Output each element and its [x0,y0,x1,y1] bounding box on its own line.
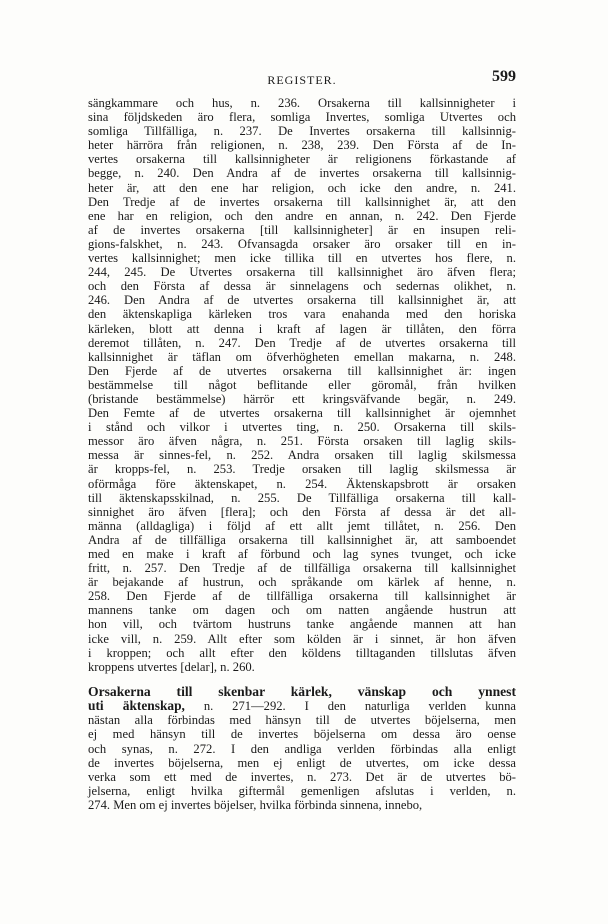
text-line: messor äro äfven några, n. 251. Första orsaken till laglig skils- [88,434,516,449]
text-line: 246. Den Andra af de utvertes orsakerna till kallsinnighet är, att [88,293,516,308]
text-line: ene har en religion, och den andre en annan, n. 242. Den Fjerde [88,208,516,223]
text-line: vertes orsakerna till kallsinnigheter är religionens förkastande af [88,152,516,167]
text-line: ej med hänsyn till de invertes böjelserna om dessa äro oense [88,727,516,742]
text-line: sina följdskeden äro flera, somliga Invertes, somliga Utvertes och [88,110,516,125]
text-line: och synas, n. 272. I den andliga verlden förbindas alla enligt [88,741,516,756]
text-line: med en make i kraft af förbund och lag synes tvunget, och icke [88,547,516,561]
text-line: bestämmelse till något beflitande eller göromål, från hvilken [88,377,516,392]
paragraph-lines [88,713,516,812]
text-line: 244, 245. De Utvertes orsakerna till kallsinnighet äro äfven flera; [88,265,516,280]
text-line: sängkammare och hus, n. 236. Orsakerna till kallsinnigheter i [88,96,516,110]
text-line: kallsinnighet är täflan om öfverhögheten emellan makarna, n. 248. [88,349,516,364]
paragraph-register-entry-coldness [88,96,516,674]
text-line: kroppens utvertes [delar], n. 260. [88,659,255,674]
text-line: af de invertes orsakerna [till kallsinnigheter] är en insupen reli- [88,222,516,237]
page-header [88,68,516,88]
text-line: är kropps-fel, n. 253. Tredje orsaken till laglig skilsmessa är [88,462,516,477]
text-line: i kroppen; och allt efter den köldens tilltaganden tillslutas äfven [88,645,516,660]
text-line: mannens tanke om dagen och om natten angående hustrun att [88,603,516,618]
text-line: den äktenskapliga kärleken tros vara enahanda med den horiska [88,307,516,322]
paragraph-register-entry-apparent-love [88,684,516,812]
text-line: 258. Den Fjerde af de tillfälliga orsakerna till kallsinnighet är [88,589,516,604]
text-line: vertes kallsinnighet; men icke tillika till en utvertes hos flere, n. [88,251,516,266]
text-line: kärleken, blott att denna i kraft af lagen är tillåten, den förra [88,321,516,336]
text-line: gions-falskhet, n. 243. Ofvansagda orsaker äro orsaker till en in- [88,236,516,251]
text-line: (bristande bestämmelse) härrör ett kringsväfvande begär, n. 249. [88,391,516,406]
text-line: 274. Men om ej invertes böjelser, hvilka förbinda sinnena, innebo, [88,797,423,812]
text-line: Den Tredje af de invertes orsakerna till kallsinnighet är, att den [88,194,516,209]
text-line: hon vill, och tvärtom hustruns tanke angående mannen att han [88,617,516,632]
page-number: 599 [492,68,516,85]
text-line: verka som ett med de invertes, n. 273. Det är de utvertes bö- [88,769,516,784]
text-line: Den Femte af de utvertes orsakerna till kallsinnighet är ojemnhet [88,406,516,421]
text-line: fritt, n. 257. Den Tredje af de tillfälliga orsakerna till kallsinnighet [88,561,516,576]
text-line: heter är, att den ene har religion, och icke den andre, n. 241. [88,180,516,195]
text-line: till äktenskapsskilnad, n. 255. De Tillfälliga orsakerna till kall- [88,490,516,505]
text-line: heter härröra från religionen, n. 238, 239. Den Första af de In- [88,138,516,153]
text-line: är bejakande af hustrun, och språkande om kärlek af henne, n. [88,575,516,590]
text-line: i stånd och vilkor i utvertes ting, n. 250. Orsakerna till skils- [88,420,516,435]
text-line: Andra af de tillfälliga orsakerna till kallsinnighet är, att samboendet [88,532,516,547]
text-line: männa (alldagliga) i följd af ett allt jemt tillåtet, n. 256. Den [88,518,516,533]
running-head: REGISTER. [267,73,337,87]
text-line: och den Första af dessa är sinnelagens och sedernas olikhet, n. [88,279,516,294]
entry-heading: Orsakerna till skenbar kärlek, vänskap och ynnest [88,683,516,699]
entry-heading-rest: n. 271—292. I den naturliga verlden kunna [184,698,516,713]
body-text [88,96,516,812]
entry-heading-bold-tail: uti äktenskap, [88,697,185,713]
text-line: icke vill, n. 259. Allt efter som kölden är i sinnet, är hon äfven [88,631,516,646]
text-line: deremot tillåten, n. 247. Den Tredje af de utvertes orsakerna till [88,335,516,350]
text-line: messa är sinnes-fel, n. 252. Andra orsaken till laglig skilsmessa [88,448,516,463]
text-line: jelserna, enligt hvilka giftermål gemenligen afslutas i verlden, n. [88,783,516,798]
text-line: sinnighet äro äfven [flera]; och den Första af dessa är det all- [88,504,516,519]
text-line: nästan alla förbindas med hänsyn till de utvertes böjelserna, men [88,713,516,728]
entry-heading-continuation [88,699,516,714]
text-line: somliga Tillfälliga, n. 237. De Invertes orsakerna till kallsinnig- [88,124,516,139]
text-line: Den Fjerde af de utvertes orsakerna till kallsinnighet är: ingen [88,363,516,378]
text-line: oförmåga före äktenskapet, n. 254. Äktenskapsbrott är orsaken [88,476,516,491]
text-line: de invertes böjelserna, men ej enligt de utvertes, om icke dessa [88,755,516,770]
text-line: begge, n. 240. Den Andra af de invertes orsakerna till kallsinnig- [88,166,516,181]
